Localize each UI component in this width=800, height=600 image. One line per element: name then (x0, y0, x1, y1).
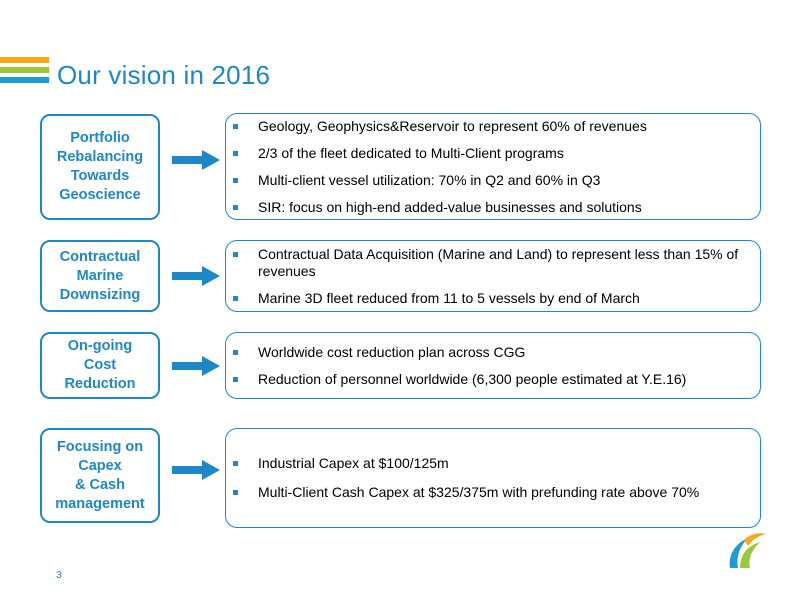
bullet-list (226, 455, 760, 501)
label-text: Focusing on Capex & Cash management (55, 438, 145, 512)
bullet-list (226, 344, 760, 388)
content-box-capex (225, 428, 761, 528)
bullet-item: Industrial Capex at $100/125m (226, 455, 760, 472)
label-contractual-marine (40, 240, 160, 312)
label-text: On-going Cost Reduction (64, 338, 136, 392)
arrow-right-icon (172, 150, 220, 170)
stripe-green (0, 67, 49, 73)
bullet-item: Multi-client vessel utilization: 70% in Q2 and 60% in Q3 (226, 172, 760, 189)
label-text: Portfolio Rebalancing Towards Geoscience (56, 130, 144, 203)
bullet-item: Worldwide cost reduction plan across CGG (226, 344, 760, 361)
bullet-item: Geology, Geophysics&Reservoir to represent 60% of revenues (226, 118, 760, 135)
label-portfolio-rebalancing (40, 114, 160, 220)
content-box-cost (225, 332, 761, 399)
content-box-portfolio (225, 113, 761, 220)
slide-title: Our vision in 2016 (57, 60, 271, 90)
arrow-right-icon (172, 266, 220, 286)
bullet-item: 2/3 of the fleet dedicated to Multi-Client programs (226, 145, 760, 162)
label-text: Contractual Marine Downsizing (59, 248, 141, 303)
page-number: 3 (56, 570, 62, 581)
bullet-item: SIR: focus on high-end added-value businesses and solutions (226, 199, 760, 216)
bullet-item: Reduction of personnel worldwide (6,300 people estimated at Y.E.16) (226, 371, 760, 388)
arrow-right-icon (172, 356, 220, 376)
bullet-list (226, 246, 760, 307)
header-stripes (0, 57, 49, 87)
label-capex-cash (40, 428, 160, 523)
bullet-item: Contractual Data Acquisition (Marine and Land) to represent less than 15% of revenues (226, 246, 760, 280)
label-cost-reduction (40, 332, 160, 399)
stripe-blue (0, 77, 49, 83)
bullet-item: Multi-Client Cash Capex at $325/375m with prefunding rate above 70% (226, 484, 760, 501)
bullet-item: Marine 3D fleet reduced from 11 to 5 vessels by end of March (226, 290, 760, 307)
content-box-contractual (225, 240, 761, 312)
stripe-orange (0, 57, 49, 63)
bullet-list (226, 118, 760, 216)
company-logo-icon (722, 528, 768, 574)
arrow-right-icon (172, 460, 220, 480)
